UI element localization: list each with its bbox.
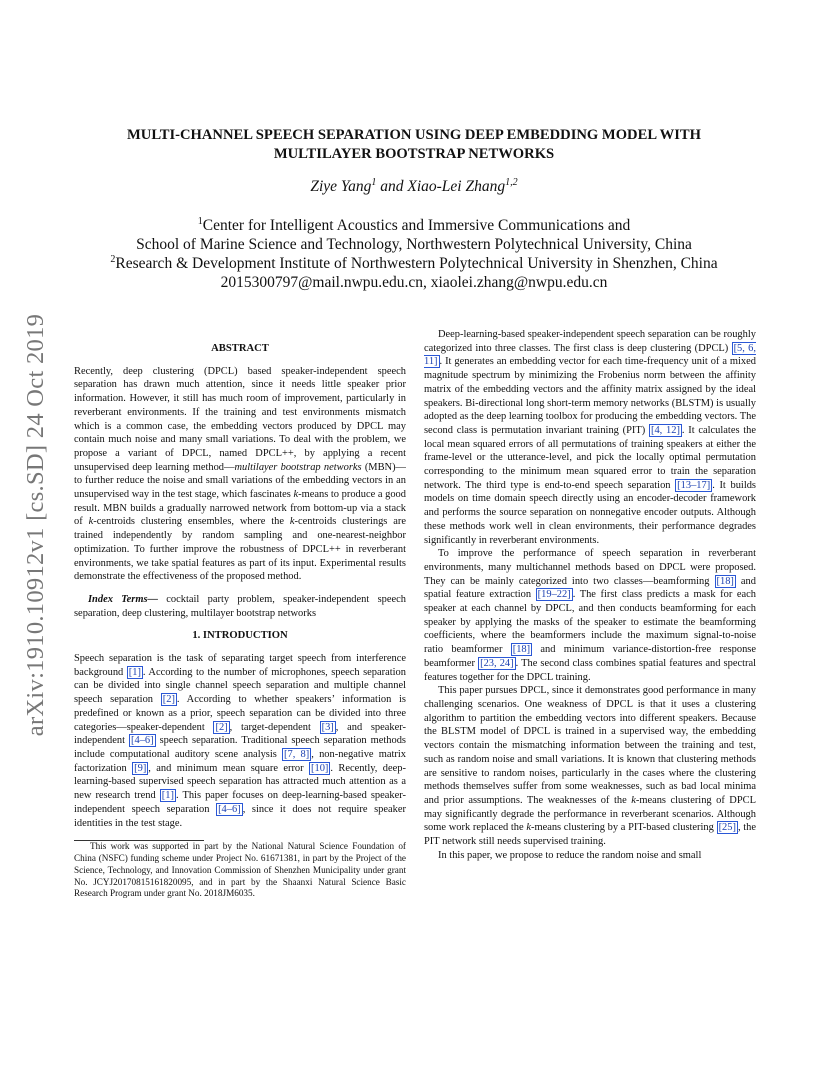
citation-link[interactable]: [2] bbox=[162, 694, 175, 706]
paragraph-proposal: In this paper, we propose to reduce the random noise and small bbox=[438, 849, 702, 861]
affiliation-1-text: Center for Intelligent Acoustics and Immersive Communications and bbox=[202, 217, 631, 234]
arxiv-id: arXiv:1910.10912v1 [cs.SD] 24 Oct 2019 bbox=[22, 313, 49, 737]
right-column bbox=[424, 328, 756, 862]
citation-link[interactable]: [18] bbox=[512, 644, 531, 656]
citation-link[interactable]: [1] bbox=[161, 790, 174, 802]
paragraph-classes: Deep-learning-based speaker-independent speech separation can be roughly categorized into three classes. The first class is deep clustering (DPCL) [5, 6, 11] . It generates an embedding vector for each time-frequency unit of a mixed magnitude spectrum by minimizing the Frobenius norm between the affinity matrix of the embedding vectors and the affinity matrix assigned by the ideal speakers. Bi-directional long short-term memory networks (BLSTM) is usually adopted as the deep learning toolbox for producing the embedding vectors. The second class is permutation invariant training (PIT) [4, 12] . It calculates the local mean squared errors of all permutations of training speakers at either the frame-level or the utterance-level, and pick the locally optimal permutation corresponding to the minimum mean squared error to train the separation network. The third type is end-to-end speech separation [13–17] . It builds models on time domain speech directly using an encoder-decoder framework and performs the source separation on nonnegative encoder outputs. Although these methods work well in clean environments, their performance degrades significantly in reverberant environments. bbox=[424, 329, 756, 546]
citation-link[interactable]: [2] bbox=[215, 721, 228, 733]
abstract-text: Recently, deep clustering (DPCL) based speaker-independent speech separation has drawn much attention, since it needs little speaker prior information. However, it still has much room of improvement, particularly in reverberant environments. If the training and test environments mismatch which is a common case, the embedding vectors produced by DPCL may contain much noise and many small variations. To deal with the problem, we propose a variant of DPCL, named DPCL++, by applying a recent unsupervised deep learning method—multilayer bootstrap networks (MBN)—to further reduce the noise and small variations of the embedding vectors in an unsupervised way in the test stage, which fascinates k-means to produce a good result. MBN builds a gradually narrowed network from bottom-up via a stack of k-centroids clustering ensembles, where the k-centroids clusterings are trained independently by random sampling and one-nearest-neighbor optimization. To further improve the robustness of DPCL++ in reverberant environments, we take spatial features as part of its input. Experimental results demonstrate the effectiveness of the proposed method. bbox=[74, 365, 406, 583]
citation-link[interactable]: [4–6] bbox=[218, 803, 241, 815]
author-1-sup: 1 bbox=[371, 176, 377, 188]
citation-link[interactable]: [19–22] bbox=[537, 589, 571, 601]
affiliation-2-text: Research & Development Institute of Northwestern Polytechnical University in Shenzhen, China bbox=[115, 255, 718, 272]
author-and: and bbox=[376, 178, 408, 195]
citation-link[interactable]: [23, 24] bbox=[480, 657, 514, 669]
paragraph-dpcl: This paper pursues DPCL, since it demonstrates good performance in many challenging scenarios. One weakness of DPCL is that it uses a clustering algorithm to partition the embedding vectors into different speakers. Because the BLSTM model of DPCL is trained in a supervised way, the embedding vectors contain the mismatching information between the training and test, such as random noise and small variations. It is known that clustering methods are sensitive to random noises, particularly in the cases where the clustering methods themselves suffer from some weaknesses, such as bad local minima and prior assumptions. The weaknesses of the k-means clustering of DPCL may significantly degrade the performance in reverberant scenarios. Although some work replaced the k-means clustering by a PIT-based clustering [25] , the PIT network still needs supervised training. bbox=[424, 685, 756, 848]
paragraph-multichannel: To improve the performance of speech separation in reverberant environments, many multichannel methods based on DPCL were proposed. They can be mainly categorized into two classes—beamforming [18] and spatial feature extraction [19–22] . The first class predicts a mask for each speaker at each channel by DPCL, and then conducts beamforming for each speaker by applying the masks of the speaker to estimate the beamforming coefficients, where the beamformers include the maximum signal-to-noise ratio beamformer [18] and minimum variance-distortion-free response beamformer [23, 24] . The second class combines spatial features and spectral features together for the DPCL training. bbox=[424, 548, 756, 683]
affiliation-2-sup: 2 bbox=[110, 253, 116, 265]
title-line-2: MULTILAYER BOOTSTRAP NETWORKS bbox=[273, 146, 555, 162]
citation-link[interactable]: [10] bbox=[311, 762, 329, 774]
citation-link[interactable]: [25] bbox=[718, 822, 736, 834]
affiliations bbox=[0, 216, 828, 292]
abstract-heading: ABSTRACT bbox=[211, 343, 269, 354]
affiliation-1 bbox=[0, 216, 828, 235]
author-1: Ziye Yang bbox=[310, 178, 372, 195]
intro-heading: 1. INTRODUCTION bbox=[192, 630, 288, 642]
affiliation-1b: School of Marine Science and Technology, Northwestern Polytechnical University, China bbox=[136, 236, 692, 253]
index-terms: Index Terms— cocktail party problem, speaker-independent speech separation, deep clustering, multilayer bootstrap networks bbox=[74, 593, 406, 619]
citation-link[interactable]: [18] bbox=[716, 575, 734, 587]
affiliation-1-sup: 1 bbox=[197, 215, 203, 227]
title-line-1: MULTI-CHANNEL SPEECH SEPARATION USING DEEP EMBEDDING MODEL WITH bbox=[127, 127, 701, 143]
author-2: Xiao-Lei Zhang bbox=[407, 178, 506, 195]
intro-text: Speech separation is the task of separating target speech from interference background [1] . According to the number of microphones, speech separation can be divided into single channel speech separation and multiple channel speech separation [2] . According to whether speakers’ information is predefined or known as a prior, speech separation can be divided into three categories—speaker-dependent [2] , target-dependent [3] , and speaker-independent [4–6] speech separation. Traditional speech separation methods include computational auditory scene analysis [7, 8] , non-negative matrix factorization [9] , and minimum mean square error [10] . Recently, deep-learning-based supervised speech separation has attracted much attention as a new research trend [1] . This paper focuses on deep-learning-based speaker-independent speech separation [4–6] , since it does not require speaker identities in the test stage. bbox=[74, 653, 406, 829]
author-2-sup: 1,2 bbox=[505, 176, 518, 188]
index-terms-label: Index Terms— bbox=[88, 593, 158, 605]
arxiv-sidebar-stamp bbox=[22, 290, 50, 760]
emails: 2015300797@mail.nwpu.edu.cn, xiaolei.zhang@nwpu.edu.cn bbox=[220, 274, 608, 291]
citation-link[interactable]: [5, 6, 11] bbox=[424, 342, 756, 368]
citation-link[interactable]: [4–6] bbox=[131, 735, 154, 747]
authors bbox=[0, 178, 828, 196]
affiliation-2 bbox=[0, 254, 828, 273]
footnote: This work was supported in part by the National Natural Science Foundation of China (NSFC) funding scheme under Project No. 61671381, in part by the Project of the Science, Technology, and Innovation Commission of Shenzhen Municipality under grant No. JCYJ20170815161820095, and in part by the Shaanxi Natural Science Basic Research Program under grant No. 2018JM6035. bbox=[74, 841, 406, 899]
citation-link[interactable]: [4, 12] bbox=[650, 424, 680, 436]
citation-link[interactable]: [1] bbox=[128, 666, 141, 678]
citation-link[interactable]: [7, 8] bbox=[284, 748, 310, 760]
citation-link[interactable]: [9] bbox=[134, 762, 147, 774]
citation-link[interactable]: [13–17] bbox=[677, 479, 711, 491]
paper-title bbox=[60, 126, 768, 164]
left-column bbox=[74, 342, 406, 900]
citation-link[interactable]: [3] bbox=[321, 721, 334, 733]
